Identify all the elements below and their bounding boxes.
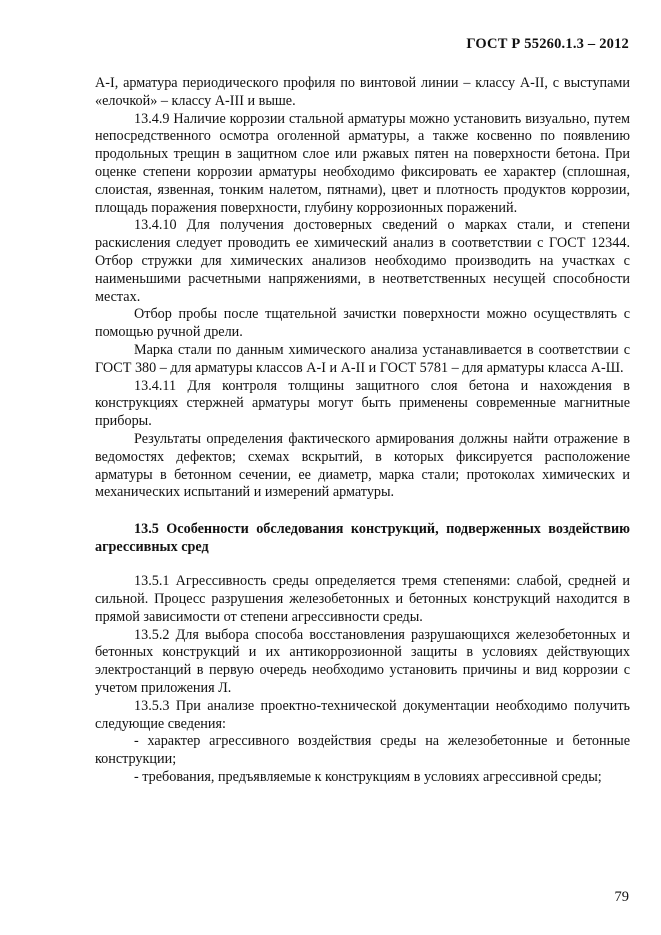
paragraph-results: Результаты определения фактического армирования должны найти отражение в ведомостях дефектов; схемах вскрытий, в которых фиксируется расположение арматуры в бетонном сечении, ее диаметр, марка стали; протоколах химических и механических испытаний и измерений арматуры. <box>95 430 630 501</box>
paragraph-steel-grade: Марка стали по данным химического анализа устанавливается в соответствии с ГОСТ 380 – для арматуры классов А-I и А-II и ГОСТ 5781 – для арматуры класса А-Ш. <box>95 341 630 376</box>
paragraph-continuation: А-I, арматура периодического профиля по винтовой линии – классу А-II, с выступами «елочкой» – классу А-III и выше. <box>95 75 630 109</box>
paragraph-13-5-3: 13.5.3 При анализе проектно-технической документации необходимо получить следующие сведения: <box>95 697 630 732</box>
paragraph-13-4-10: 13.4.10 Для получения достоверных сведений о марках стали, и степени раскисления следует проводить ее химический анализ в соответствии с ГОСТ 12344. Отбор стружки для химических анализов необходимо производить на участках с наименьшими расчетными напряжениями, в неответственных несущей способности местах. <box>95 217 630 305</box>
section-title-13-5: 13.5 Особенности обследования конструкций, подверженных воздействию агрессивных сред <box>95 521 630 556</box>
paragraph-sampling: Отбор пробы после тщательной зачистки поверхности можно осуществлять с помощью ручной дрели. <box>95 306 630 341</box>
paragraph-13-4-11: 13.4.11 Для контроля толщины защитного слоя бетона и нахождения в конструкциях стержней арматуры могут быть применены современные магнитные приборы. <box>95 377 630 430</box>
page-number: 79 <box>614 889 629 905</box>
paragraph-13-4-9: 13.4.9 Наличие коррозии стальной арматуры можно установить визуально, путем непосредственного осмотра оголенной арматуры, а также косвенно по появлению продольных трещин в защитном слое или ржавых пятен на поверхности бетона. При оценке степени коррозии арматуры необходимо фиксировать ее характер (сплошная, слоистая, язвенная, тонким налетом, пятнами), цвет и плотность продуктов коррозии, площадь поражения поверхности, глубину коррозионных поражений. <box>95 110 630 216</box>
paragraph-13-5-1: 13.5.1 Агрессивность среды определяется тремя степенями: слабой, средней и сильной. Процесс разрушения железобетонных и бетонных конструкций находится в прямой зависимости от степени агрессивности среды. <box>95 573 630 625</box>
document-body <box>95 75 630 787</box>
list-item-requirements: - требования, предъявляемые к конструкциям в условиях агрессивной среды; <box>134 768 602 785</box>
paragraph-13-5-2: 13.5.2 Для выбора способа восстановления разрушающихся железобетонных и бетонных конструкций и их антикоррозионной защиты в условиях действующих электростанций в первую очередь необходимо установить причины и вид коррозии с учетом приложения Л. <box>95 626 630 696</box>
standard-header: ГОСТ Р 55260.1.3 – 2012 <box>466 36 629 52</box>
list-item-aggressive-character: - характер агрессивного воздействия среды на железобетонные и бетонные конструкции; <box>95 733 630 768</box>
